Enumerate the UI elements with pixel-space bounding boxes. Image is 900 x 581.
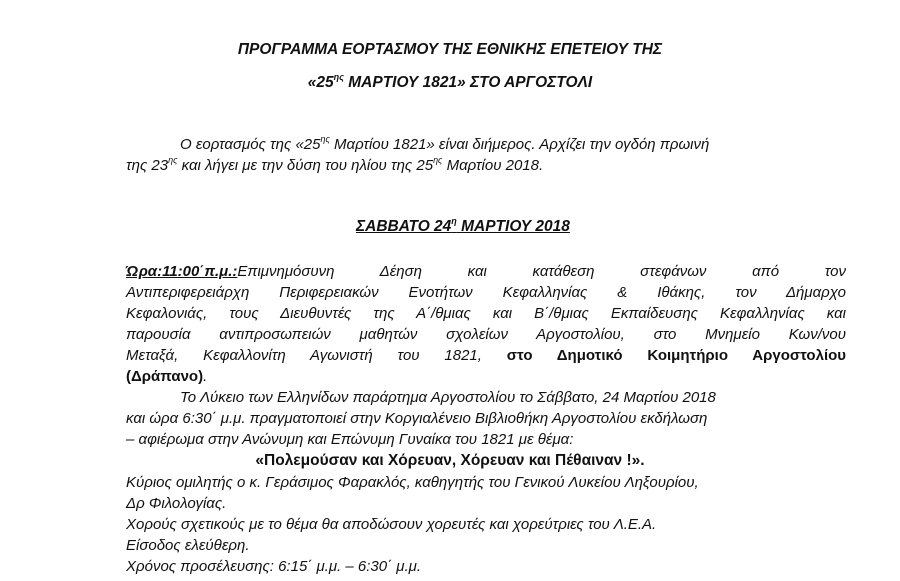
section-heading: ΣΑΒΒΑΤΟ $24^\eta$ ΜΑΡΤΙΟΥ 2018 xyxy=(356,216,570,235)
event2-line-2: και ώρα 6:30΄ μ.μ. πραγματοποιεί στην Κοργιαλένειο Βιβλιοθήκη Αργοστολίου εκδήλωση xyxy=(126,410,708,427)
event1-line-6: (Δράπανο). xyxy=(126,368,208,385)
event1-line-3: Κεφαλονιάς, τους Διευθυντές της Α΄/θμιας και Β΄/θμιας Εκπαίδευσης Κεφαλληνίας και xyxy=(126,305,846,322)
event1-line-5: Μεταξά, Κεφαλλονίτη Αγωνιστή του 1821, στο Δημοτικό Κοιμητήριο Αργοστολίου xyxy=(126,347,847,364)
speaker-line-2: Δρ Φιλολογίας. xyxy=(126,495,227,512)
event2-line-3: – αφιέρωμα στην Ανώνυμη και Επώνυμη Γυναίκα του 1821 με θέμα: xyxy=(126,431,574,448)
title-line-1: ΠΡΟΓΡΑΜΜΑ ΕΟΡΤΑΣΜΟΥ ΤΗΣ ΕΘΝΙΚΗΣ ΕΠΕΤΕΙΟΥ ΤΗΣ xyxy=(237,41,663,58)
event2-line-1: Το Λύκειο των Ελληνίδων παράρτημα Αργοστολίου το Σάββατο, 24 Μαρτίου 2018 xyxy=(180,389,716,406)
intro-line-2: της $23^{\eta\varsigma}$ και λήγει με την δύση του ηλίου της $25^{\eta\varsigma}$ Μαρτίου 2018. xyxy=(126,155,544,174)
speaker-line-1: Κύριος ομιλητής ο κ. Γεράσιμος Φαρακλός, καθηγητής του Γενικού Λυκείου Ληξουρίου, xyxy=(126,474,699,491)
event2-theme: «Πολεμούσαν και Χόρευαν, Χόρευαν και Πέθαιναν !». xyxy=(255,452,645,469)
dances-line: Χορούς σχετικούς με το θέμα θα αποδώσουν χορευτές και χορεύτριες του Λ.Ε.Α. xyxy=(126,516,657,533)
event1-time-label: Ώρα:11:00΄π.μ.: xyxy=(126,263,238,280)
event1-line-2: Αντιπεριφερειάρχη Περιφερειακών Ενοτήτων Κεφαλληνίας & Ιθάκης, τον Δήμαρχο xyxy=(126,284,846,301)
entry-line: Είσοδος ελεύθερη. xyxy=(126,537,250,554)
event1-line-1: Ώρα:11:00΄π.μ.:Επιμνημόσυνη Δέηση και κατάθεση στεφάνων από τον xyxy=(126,263,846,280)
event1-location: στο Δημοτικό Κοιμητήριο Αργοστολίου xyxy=(506,347,847,364)
event1-line-4: παρουσία αντιπροσωπειών μαθητών σχολείων Αργοστολίου, στο Μνημείο Κων/νου xyxy=(126,326,846,343)
arrival-line: Χρόνος προσέλευσης: 6:15΄ μ.μ. – 6:30΄ μ.μ. xyxy=(126,558,422,575)
intro-line-1: Ο εορτασμός της «$25^{\eta\varsigma}$ Μαρτίου 1821» είναι διήμερος. Αρχίζει την ογδόη πρωινή xyxy=(180,134,710,153)
title-line-2: «$25^{\eta\varsigma}$ ΜΑΡΤΙΟΥ 1821» ΣΤΟ ΑΡΓΟΣΤΟΛΙ xyxy=(307,72,593,91)
